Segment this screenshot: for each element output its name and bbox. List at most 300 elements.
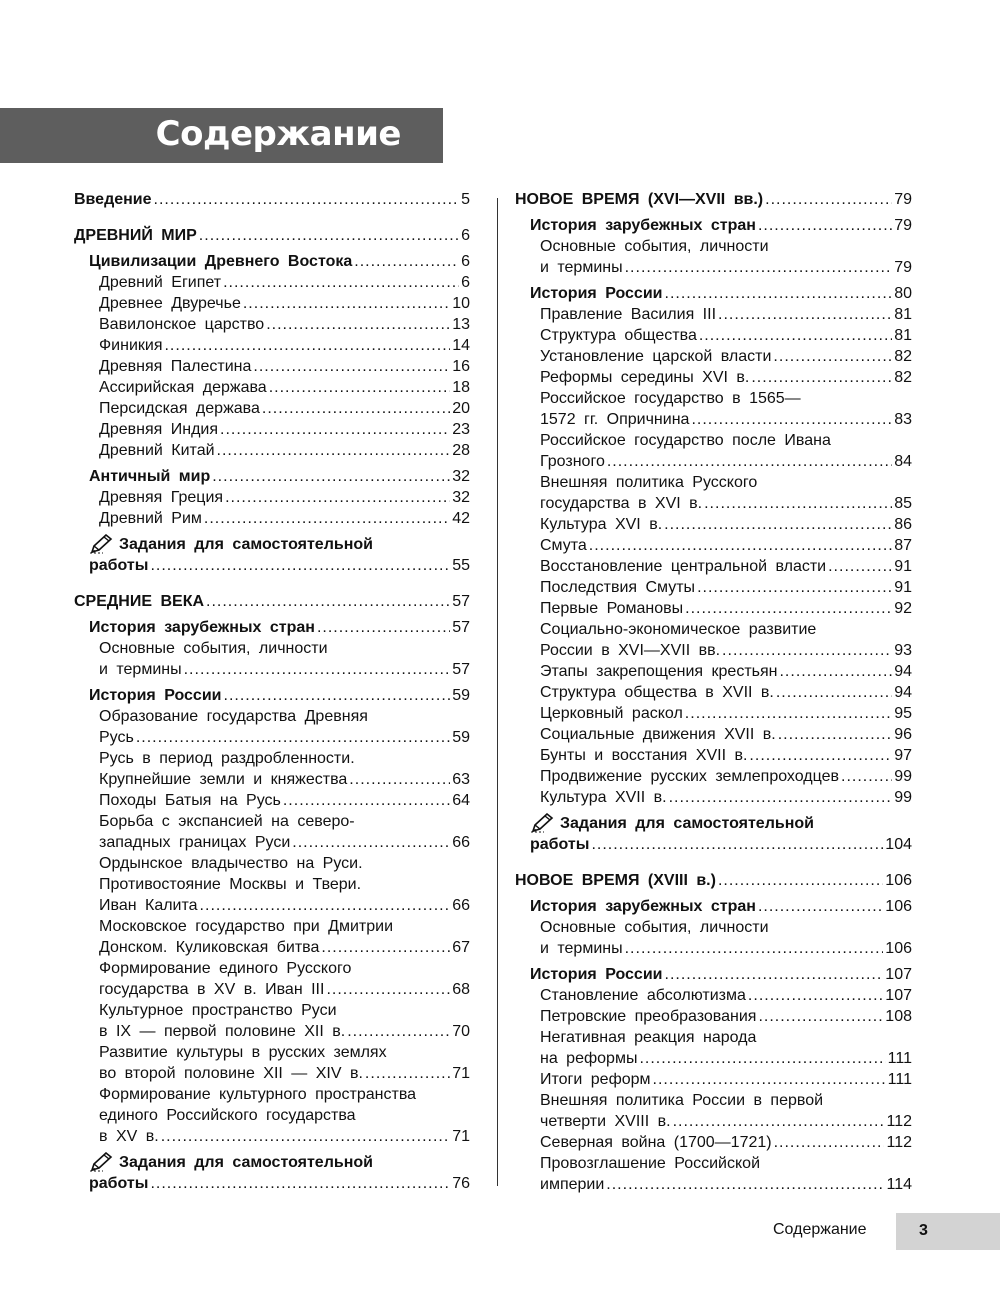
toc-entry-page: 23 <box>452 421 470 438</box>
toc-entry-title: Введение <box>74 191 152 208</box>
toc-entry-item[interactable] <box>515 388 912 430</box>
toc-entry-sub[interactable] <box>74 685 470 706</box>
toc-entry-line <box>99 487 470 508</box>
dot-leader <box>722 640 892 661</box>
toc-entry-page: 99 <box>894 768 912 785</box>
toc-entry-page: 20 <box>452 400 470 417</box>
toc-entry-item[interactable] <box>515 1090 912 1132</box>
toc-entry-title: Задания для самостоятельной <box>560 815 814 832</box>
toc-entry-line <box>99 508 470 529</box>
toc-entry-title: Социальные движения XVII в. <box>540 726 776 743</box>
toc-entry-item[interactable] <box>515 682 912 703</box>
toc-entry-title: Московское государство при Дмитрии <box>99 918 394 935</box>
dot-leader <box>697 577 892 598</box>
toc-entry-title: История России <box>530 966 663 983</box>
toc-entry-line <box>99 874 470 895</box>
toc-entry-item[interactable] <box>515 598 912 619</box>
toc-entry-item[interactable] <box>515 1006 912 1027</box>
toc-entry-title: Древний Рим <box>99 510 202 527</box>
toc-entry-title: Задания для самостоятельной <box>119 1154 373 1171</box>
toc-entry-item[interactable] <box>515 724 912 745</box>
dot-leader <box>136 727 450 748</box>
dot-leader <box>665 283 893 304</box>
toc-entry-title: Структура общества <box>540 327 697 344</box>
toc-entry-item[interactable] <box>74 811 470 853</box>
toc-entry-line <box>99 638 470 659</box>
toc-entry-item[interactable] <box>515 577 912 598</box>
toc-entry-line <box>74 591 470 612</box>
toc-entry-page: 76 <box>452 1175 470 1192</box>
toc-entry-section[interactable] <box>515 189 912 210</box>
toc-entry-page: 67 <box>452 939 470 956</box>
pencil-icon <box>89 1152 113 1172</box>
dot-leader <box>283 790 450 811</box>
dot-leader <box>253 356 450 377</box>
toc-entry-line <box>99 1042 470 1063</box>
dot-leader <box>773 346 892 367</box>
toc-entry-title: Крупнейшие земли и княжества <box>99 771 348 788</box>
dot-leader <box>841 766 892 787</box>
toc-entry-title: Основные события, личности <box>99 640 328 657</box>
toc-entry-line <box>540 640 912 661</box>
dot-leader <box>669 787 893 808</box>
toc-entry-line <box>74 189 470 210</box>
toc-entry-page: 94 <box>894 684 912 701</box>
toc-entry-page: 66 <box>452 897 470 914</box>
dot-leader <box>223 272 459 293</box>
toc-entry-page: 99 <box>894 789 912 806</box>
dot-leader <box>673 1111 885 1132</box>
toc-entry-line <box>515 870 912 891</box>
toc-entry-title: Финикия <box>99 337 163 354</box>
toc-entry-title: 1572 гг. Опричнина <box>540 411 690 428</box>
toc-entry-line <box>515 189 912 210</box>
dot-leader <box>765 189 892 210</box>
toc-entry-page: 108 <box>885 1008 912 1025</box>
toc-entry-page: 94 <box>894 663 912 680</box>
toc-entry-item[interactable] <box>74 293 470 314</box>
page-title: Содержание <box>155 114 401 154</box>
toc-entry-line <box>530 283 912 304</box>
dot-leader <box>365 1063 450 1084</box>
page-number: 3 <box>919 1222 928 1239</box>
toc-entry-item[interactable] <box>515 304 912 325</box>
toc-entry-line <box>530 215 912 236</box>
dot-leader <box>220 419 450 440</box>
toc-entry-line <box>540 745 912 766</box>
toc-entry-line <box>530 834 912 855</box>
toc-entry-title: Последствия Смуты <box>540 579 696 596</box>
toc-entry-title: в IX — первой половине XII в. <box>99 1023 346 1040</box>
toc-entry-line <box>540 304 912 325</box>
toc-entry-title: Древняя Индия <box>99 421 219 438</box>
toc-entry-page: 92 <box>894 600 912 617</box>
toc-entry-title: Противостояние Москвы и Твери. <box>99 876 362 893</box>
toc-entry-line <box>99 811 470 832</box>
dot-leader <box>774 1132 885 1153</box>
toc-entry-page: 82 <box>894 369 912 386</box>
toc-entry-item[interactable] <box>74 508 470 529</box>
toc-entry-sub[interactable] <box>515 964 912 985</box>
dot-leader <box>748 985 883 1006</box>
toc-entry-page: 13 <box>452 316 470 333</box>
dot-leader <box>225 487 450 508</box>
toc-entry-line <box>89 555 470 576</box>
toc-entry-title: Первые Романовы <box>540 600 684 617</box>
toc-entry-item[interactable] <box>515 514 912 535</box>
dot-leader <box>607 451 892 472</box>
toc-entry-title: Бунты и восстания XVII в. <box>540 747 748 764</box>
toc-entry-title: Петровские преобразования <box>540 1008 757 1025</box>
toc-entry-page: 6 <box>461 253 470 270</box>
dot-leader <box>591 834 883 855</box>
toc-entry-item[interactable] <box>515 556 912 577</box>
toc-entry-line <box>99 916 470 937</box>
toc-entry-line <box>99 377 470 398</box>
toc-entry-line <box>89 534 470 555</box>
toc-entry-sub[interactable] <box>74 251 470 272</box>
toc-entry-line <box>540 985 912 1006</box>
toc-entry-line <box>540 1006 912 1027</box>
toc-entry-title: и термины <box>540 940 623 957</box>
toc-entry-item[interactable] <box>515 661 912 682</box>
toc-entry-line <box>540 938 912 959</box>
dot-leader <box>212 466 450 487</box>
toc-entry-title: Персидская держава <box>99 400 260 417</box>
toc-entry-sub[interactable] <box>515 896 912 917</box>
toc-entry-title: Русь в период раздробленности. <box>99 750 355 767</box>
dot-leader <box>699 325 892 346</box>
toc-entry-title: Образование государства Древняя <box>99 708 368 725</box>
toc-entry-page: 79 <box>894 191 912 208</box>
toc-entry-page: 5 <box>461 191 470 208</box>
dot-leader <box>150 1173 450 1194</box>
dot-leader <box>243 293 450 314</box>
dot-leader <box>199 225 459 246</box>
toc-entry-section[interactable] <box>74 189 470 210</box>
toc-entry-sub[interactable] <box>74 466 470 487</box>
toc-entry-title: Этапы закрепощения крестьян <box>540 663 778 680</box>
toc-entry-page: 66 <box>452 834 470 851</box>
toc-entry-item[interactable] <box>515 1027 912 1069</box>
toc-entry-title: России в XVI—XVII вв. <box>540 642 721 659</box>
toc-entry-item[interactable] <box>74 398 470 419</box>
toc-entry-page: 63 <box>452 771 470 788</box>
dot-leader <box>758 215 892 236</box>
toc-entry-page: 106 <box>885 898 912 915</box>
toc-entry-item[interactable] <box>74 916 470 958</box>
toc-entry-item[interactable] <box>74 853 470 916</box>
toc-entry-page: 111 <box>887 1050 912 1067</box>
toc-entry-title: Продвижение русских землепроходцев <box>540 768 840 785</box>
toc-entry-page: 80 <box>894 285 912 302</box>
toc-entry-line <box>99 832 470 853</box>
toc-entry-line <box>99 1084 470 1105</box>
toc-entry-title: Древнее Двуречье <box>99 295 241 312</box>
toc-entry-line <box>540 1048 912 1069</box>
toc-entry-item[interactable] <box>515 745 912 766</box>
toc-entry-title: Борьба с экспансией на северо- <box>99 813 355 830</box>
toc-entry-item[interactable] <box>74 958 470 1000</box>
toc-entry-sub[interactable] <box>74 617 470 638</box>
dot-leader <box>685 703 892 724</box>
toc-entry-item[interactable] <box>515 472 912 514</box>
toc-entry-line <box>540 451 912 472</box>
dot-leader <box>749 745 892 766</box>
dot-leader <box>317 617 450 638</box>
toc-entry-item[interactable] <box>515 985 912 1006</box>
toc-entry-title: работы <box>89 557 149 574</box>
toc-entry-line <box>530 964 912 985</box>
dot-leader <box>354 251 459 272</box>
toc-entry-title: Провозглашение Российской <box>540 1155 760 1172</box>
toc-entry-line <box>540 325 912 346</box>
toc-entry-task[interactable] <box>74 1152 470 1194</box>
toc-entry-title: на реформы <box>540 1050 638 1067</box>
toc-entry-line <box>99 937 470 958</box>
toc-entry-line <box>540 1111 912 1132</box>
toc-entry-line <box>99 979 470 1000</box>
dot-leader <box>224 685 451 706</box>
toc-entry-item[interactable] <box>74 440 470 461</box>
toc-entry-title: в XV в. <box>99 1128 159 1145</box>
toc-entry-line <box>540 535 912 556</box>
toc-entry-line <box>540 598 912 619</box>
toc-entry-page: 16 <box>452 358 470 375</box>
toc-entry-title: Итоги реформ <box>540 1071 651 1088</box>
toc-entry-page: 91 <box>894 579 912 596</box>
toc-entry-title: История зарубежных стран <box>89 619 315 636</box>
toc-entry-section[interactable] <box>74 225 470 246</box>
toc-entry-item[interactable] <box>74 1084 470 1147</box>
toc-entry-task[interactable] <box>515 813 912 855</box>
toc-entry-page: 83 <box>894 411 912 428</box>
toc-entry-page: 79 <box>894 259 912 276</box>
toc-entry-line <box>99 659 470 680</box>
toc-entry-item[interactable] <box>74 377 470 398</box>
dot-leader <box>718 870 883 891</box>
toc-entry-item[interactable] <box>515 703 912 724</box>
dot-leader <box>217 440 451 461</box>
toc-entry-page: 6 <box>461 274 470 291</box>
toc-entry-item[interactable] <box>515 619 912 661</box>
toc-entry-item[interactable] <box>74 314 470 335</box>
toc-entry-item[interactable] <box>515 535 912 556</box>
toc-entry-title: Церковный раскол <box>540 705 683 722</box>
dot-leader <box>150 555 450 576</box>
toc-entry-title: Восстановление центральной власти <box>540 558 827 575</box>
toc-entry-item[interactable] <box>515 367 912 388</box>
toc-entry-page: 82 <box>894 348 912 365</box>
column-divider <box>497 198 498 1186</box>
toc-entry-title: государства в XV в. Иван III <box>99 981 325 998</box>
toc-entry-title: Культура XVI в. <box>540 516 663 533</box>
toc-entry-item[interactable] <box>74 790 470 811</box>
toc-entry-title: Внешняя политика Русского <box>540 474 758 491</box>
toc-entry-page: 81 <box>894 327 912 344</box>
toc-entry-line <box>89 617 470 638</box>
dot-leader <box>347 1021 450 1042</box>
dot-leader <box>321 937 450 958</box>
toc-entry-line <box>99 1126 470 1147</box>
toc-entry-item[interactable] <box>515 325 912 346</box>
toc-entry-section[interactable] <box>74 591 470 612</box>
toc-entry-item[interactable] <box>515 430 912 472</box>
toc-entry-item[interactable] <box>74 1042 470 1084</box>
toc-entry-item[interactable] <box>74 356 470 377</box>
toc-entry-title: Вавилонское царство <box>99 316 265 333</box>
dot-leader <box>704 493 892 514</box>
toc-entry-line <box>540 703 912 724</box>
toc-entry-page: 85 <box>894 495 912 512</box>
toc-entry-page: 107 <box>885 966 912 983</box>
toc-entry-line <box>540 917 912 938</box>
toc-column-left <box>74 189 470 1194</box>
toc-entry-line <box>540 619 912 640</box>
toc-entry-title: История зарубежных стран <box>530 217 756 234</box>
toc-entry-page: 114 <box>886 1176 912 1193</box>
toc-entry-title: Формирование единого Русского <box>99 960 352 977</box>
toc-entry-line <box>99 706 470 727</box>
toc-entry-title: Российское государство в 1565— <box>540 390 801 407</box>
toc-entry-title: Культурное пространство Руси <box>99 1002 337 1019</box>
dot-leader <box>292 832 450 853</box>
pencil-icon <box>89 534 113 554</box>
toc-entry-section[interactable] <box>515 870 912 891</box>
toc-entry-item[interactable] <box>515 787 912 808</box>
toc-entry-line <box>540 346 912 367</box>
toc-entry-page: 79 <box>894 217 912 234</box>
toc-entry-title: Формирование культурного пространства <box>99 1086 417 1103</box>
toc-entry-page: 106 <box>885 872 912 889</box>
toc-entry-title: западных границах Руси <box>99 834 291 851</box>
toc-entry-page: 104 <box>885 836 912 853</box>
toc-entry-line <box>540 430 912 451</box>
dot-leader <box>200 895 451 916</box>
toc-entry-title: единого Российского государства <box>99 1107 356 1124</box>
toc-entry-line <box>89 1152 470 1173</box>
pencil-icon <box>530 813 554 833</box>
toc-entry-title: Реформы середины XVI в. <box>540 369 750 386</box>
toc-entry-title: во второй половине XII — XIV в. <box>99 1065 363 1082</box>
toc-entry-item[interactable] <box>74 1000 470 1042</box>
toc-entry-line <box>99 895 470 916</box>
toc-entry-line <box>89 1173 470 1194</box>
toc-entry-title: НОВОЕ ВРЕМЯ (XVIII в.) <box>515 872 716 889</box>
toc-entry-page: 57 <box>452 593 470 610</box>
toc-entry-page: 86 <box>894 516 912 533</box>
toc-entry-item[interactable] <box>74 638 470 680</box>
toc-entry-title: Развитие культуры в русских землях <box>99 1044 387 1061</box>
toc-entry-title: Древняя Палестина <box>99 358 252 375</box>
toc-entry-page: 59 <box>452 729 470 746</box>
toc-entry-sub[interactable] <box>515 215 912 236</box>
toc-entry-line <box>99 314 470 335</box>
toc-entry-item[interactable] <box>74 487 470 508</box>
dot-leader <box>269 377 451 398</box>
dot-leader <box>665 964 884 985</box>
toc-entry-page: 112 <box>886 1113 912 1130</box>
toc-entry-title: Установление царской власти <box>540 348 772 365</box>
toc-entry-item[interactable] <box>515 1153 912 1195</box>
toc-entry-line <box>540 388 912 409</box>
dot-leader <box>204 508 450 529</box>
dot-leader <box>349 769 450 790</box>
toc-entry-item[interactable] <box>74 335 470 356</box>
toc-entry-page: 97 <box>894 747 912 764</box>
toc-entry-page: 64 <box>452 792 470 809</box>
toc-entry-line <box>540 724 912 745</box>
toc-entry-title: Негативная реакция народа <box>540 1029 757 1046</box>
dot-leader <box>184 659 451 680</box>
toc-entry-title: работы <box>530 836 590 853</box>
toc-entry-sub[interactable] <box>515 283 912 304</box>
toc-entry-line <box>99 769 470 790</box>
toc-entry-title: Социально-экономическое развитие <box>540 621 817 638</box>
toc-entry-line <box>99 790 470 811</box>
toc-entry-item[interactable] <box>515 917 912 959</box>
toc-entry-line <box>540 766 912 787</box>
toc-entry-title: империи <box>540 1176 605 1193</box>
toc-entry-page: 84 <box>894 453 912 470</box>
dot-leader <box>161 1126 451 1147</box>
toc-entry-page: 55 <box>452 557 470 574</box>
toc-entry-item[interactable] <box>515 236 912 278</box>
toc-entry-item[interactable] <box>515 1069 912 1090</box>
toc-entry-item[interactable] <box>74 748 470 790</box>
toc-entry-title: НОВОЕ ВРЕМЯ (XVI—XVII вв.) <box>515 191 764 208</box>
toc-entry-title: Внешняя политика России в первой <box>540 1092 824 1109</box>
toc-entry-line <box>540 236 912 257</box>
toc-entry-title: Донском. Куликовская битва <box>99 939 320 956</box>
toc-entry-title: Становление абсолютизма <box>540 987 746 1004</box>
toc-entry-title: Цивилизации Древнего Востока <box>89 253 353 270</box>
toc-entry-title: государства в XVI в. <box>540 495 703 512</box>
toc-entry-title: работы <box>89 1175 149 1192</box>
toc-entry-line <box>540 1153 912 1174</box>
toc-entry-item[interactable] <box>515 346 912 367</box>
toc-entry-item[interactable] <box>74 706 470 748</box>
toc-entry-title: Основные события, личности <box>540 919 769 936</box>
dot-leader <box>691 409 892 430</box>
toc-entry-line <box>99 1000 470 1021</box>
dot-leader <box>779 661 892 682</box>
toc-entry-title: Структура общества в XVII в. <box>540 684 774 701</box>
toc-entry-title: Правление Василия III <box>540 306 717 323</box>
running-footer-title: Содержание <box>773 1221 867 1238</box>
toc-entry-title: и термины <box>540 259 623 276</box>
toc-entry-line <box>540 577 912 598</box>
toc-entry-title: Античный мир <box>89 468 211 485</box>
toc-entry-title: Культура XVII в. <box>540 789 667 806</box>
toc-entry-page: 57 <box>452 661 470 678</box>
toc-entry-line <box>99 1021 470 1042</box>
toc-entry-title: Древняя Греция <box>99 489 224 506</box>
toc-entry-item[interactable] <box>515 766 912 787</box>
toc-entry-item[interactable] <box>74 272 470 293</box>
toc-entry-page: 68 <box>452 981 470 998</box>
toc-entry-line <box>89 466 470 487</box>
toc-entry-page: 87 <box>894 537 912 554</box>
toc-entry-line <box>99 440 470 461</box>
toc-entry-item[interactable] <box>74 419 470 440</box>
toc-entry-page: 71 <box>452 1128 470 1145</box>
toc-entry-title: ДРЕВНИЙ МИР <box>74 227 197 244</box>
toc-entry-line <box>89 685 470 706</box>
toc-entry-task[interactable] <box>74 534 470 576</box>
toc-entry-item[interactable] <box>515 1132 912 1153</box>
toc-entry-line <box>99 958 470 979</box>
